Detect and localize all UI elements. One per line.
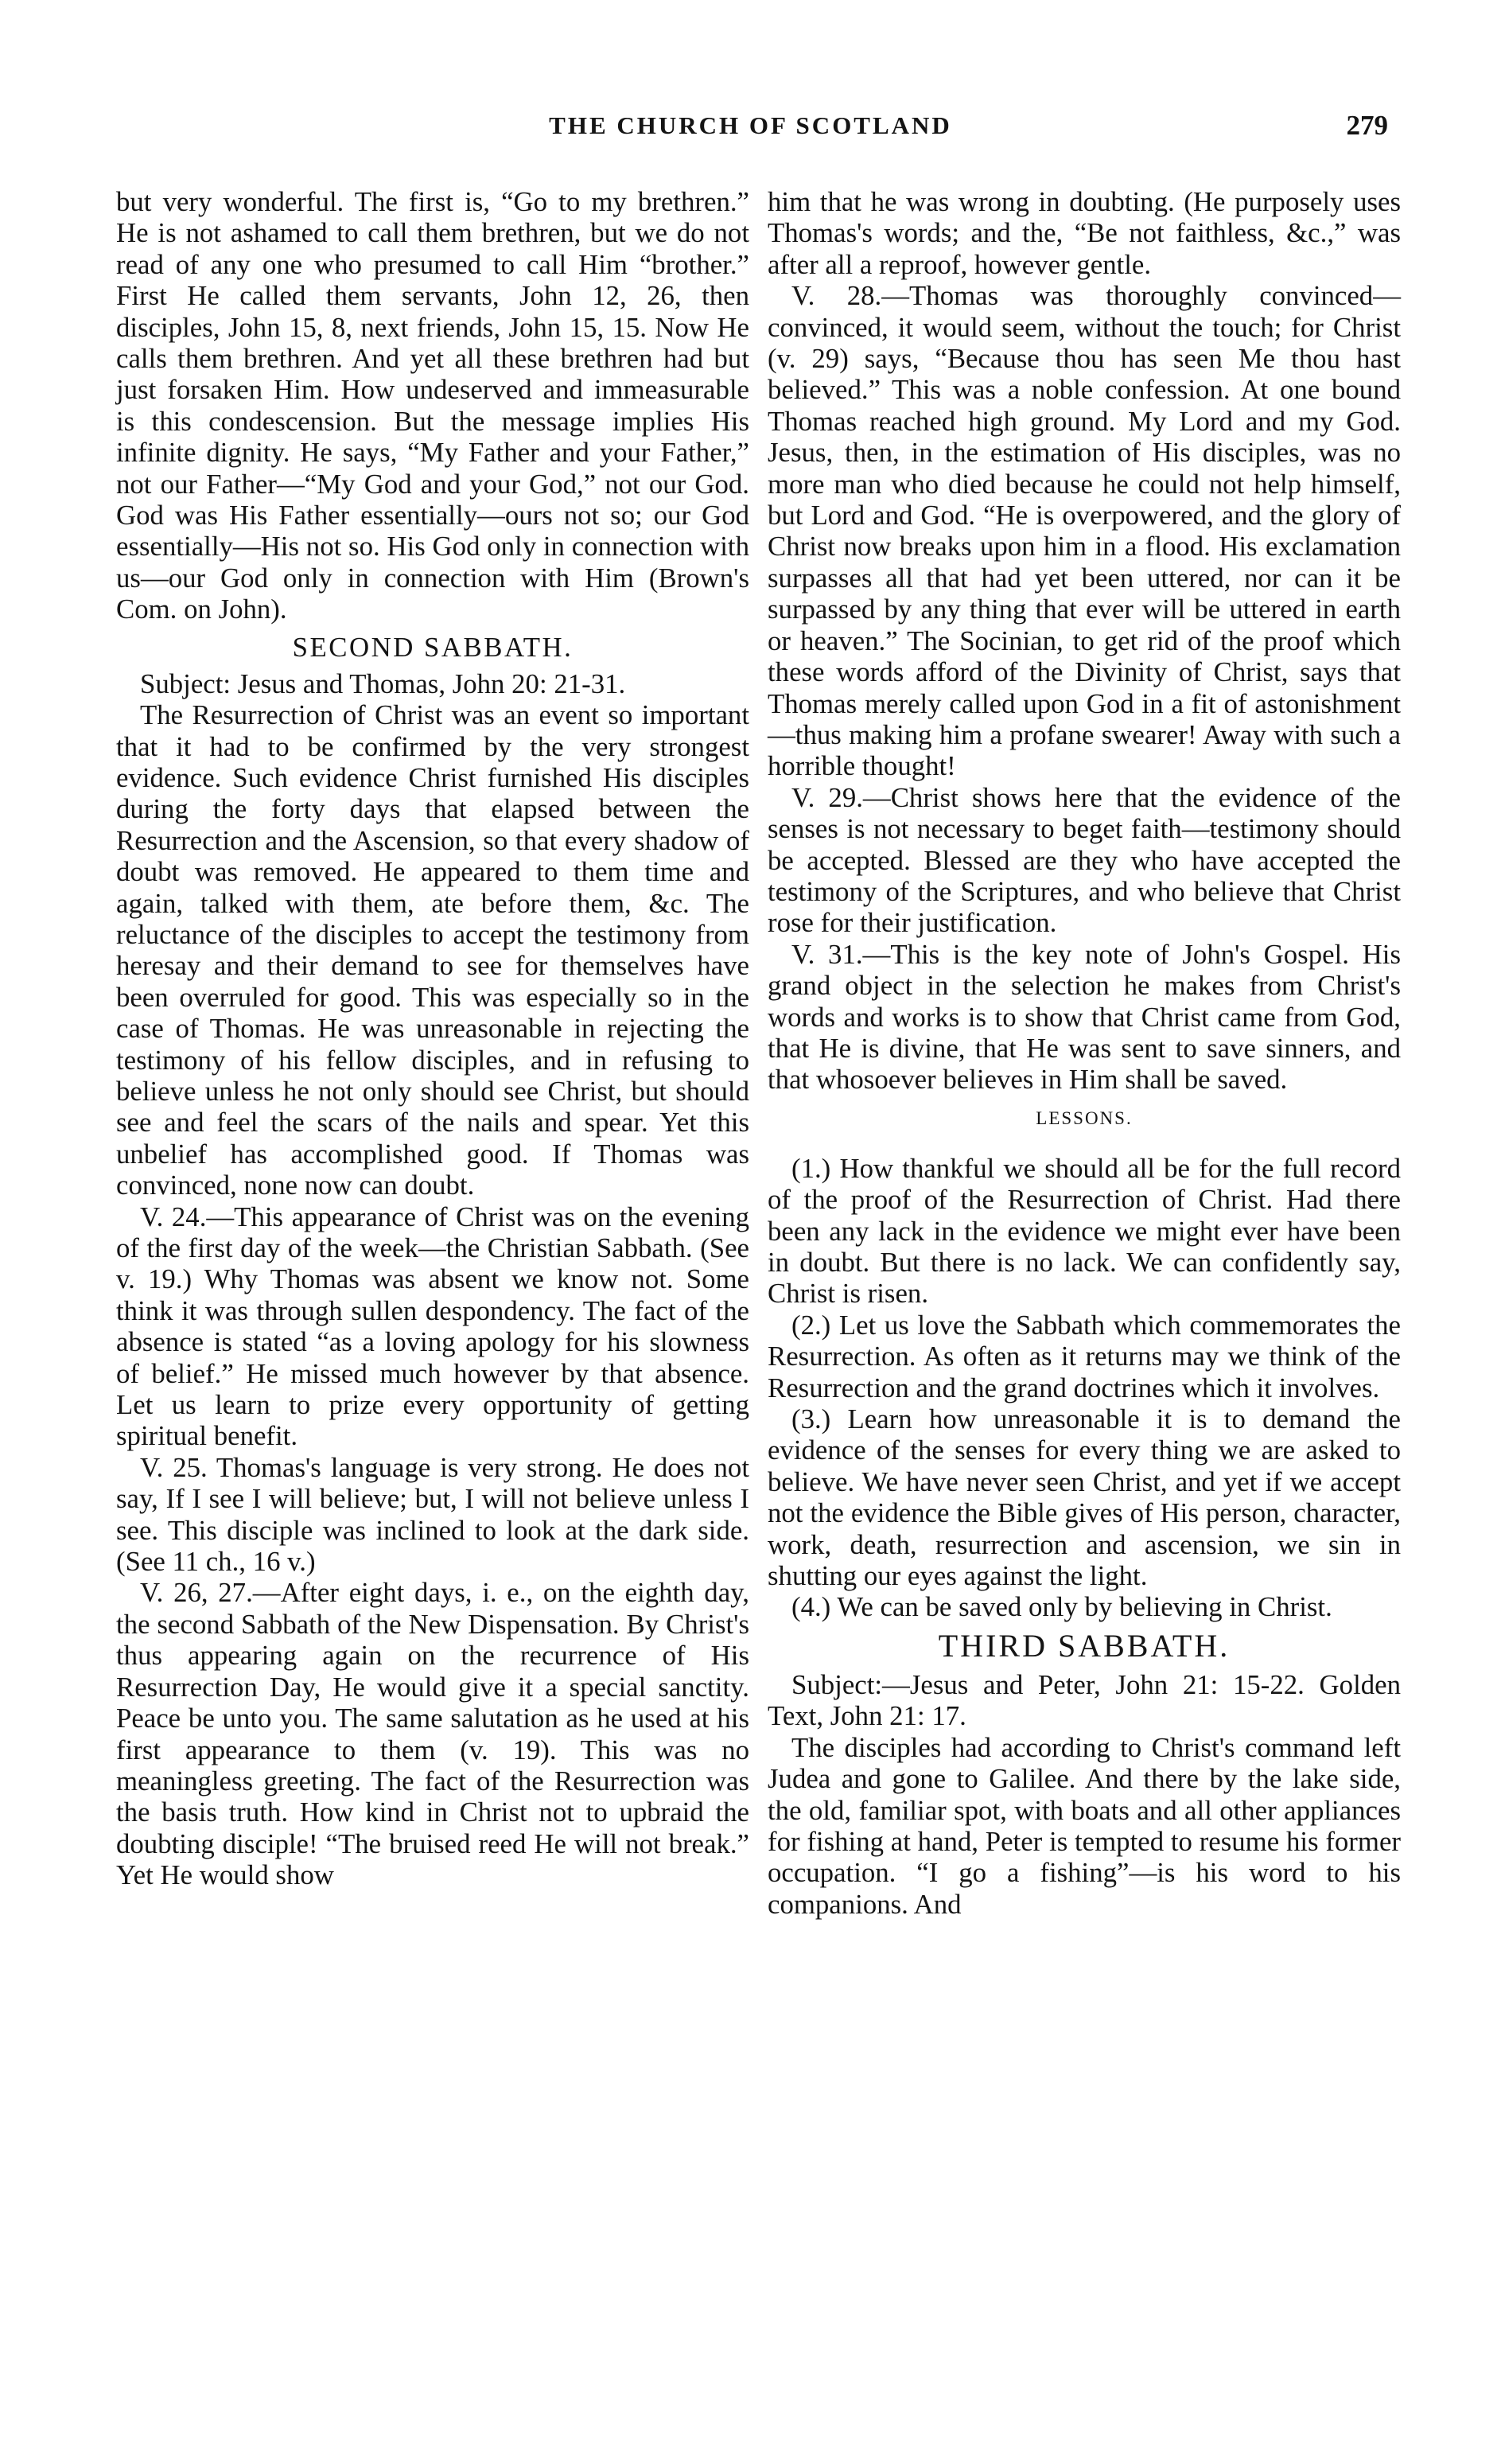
verse-28-paragraph: V. 28.—Thomas was thoroughly convinced—convinced, it would seem, without the touch; for Christ (v. 29) says, “Because thou has seen Me thou hast believed.” This was a noble confession. At one bound Thomas reached high ground. My Lord and my God. Jesus, then, in the estimation of His disciples, was no more man who died because he could not help himself, but Lord and God. “He is overpowered, and the glory of Christ now breaks upon him in a flood. His exclamation surpasses all that had yet been uttered, nor can it be surpassed by any thing that ever will be uttered in earth or heaven.” The Socinian, to get rid of the proof which these words afford of the Divinity of Christ, says that Thomas merely called upon God in a fit of astonishment—thus making him a profane swearer! Away with such a horrible thought! [768, 280, 1401, 782]
right-column [768, 186, 1401, 1920]
running-title: THE CHURCH OF SCOTLAND [549, 111, 952, 139]
verse-26-27-paragraph: V. 26, 27.—After eight days, i. e., on the eighth day, the second Sabbath of the New Dispensation. By Christ's thus appearing again on the recurrence of His Resurrection Day, He would give it a special sanctity. Peace be unto you. The same salutation as he used at his first appearance to them (v. 19). This was no meaningless greeting. The fact of the Resurrection was the basis truth. How kind in Christ not to upbraid the doubting disciple! “The bruised reed He will not break.” Yet He would show [116, 1577, 749, 1891]
third-sabbath-heading: THIRD SABBATH. [938, 1627, 1231, 1664]
left-column [116, 186, 749, 1891]
third-sabbath-subject: Subject:—Jesus and Peter, John 21: 15-22. Golden Text, John 21: 17. [768, 1668, 1401, 1732]
resurrection-paragraph: The Resurrection of Christ was an event so important that it had to be confirmed by the very strongest evidence. Such evidence Christ furnished His disciples during the forty days that elapsed between the Resurrection and the Ascension, so that every shadow of doubt was removed. He appeared to them time and again, talked with them, ate before them, &c. The reluctance of the disciples to accept the testimony from heresay and their demand to see for themselves have been overruled for good. This was especially so in the case of Thomas. He was unreasonable in rejecting the testimony of his fellow disciples, and in refusing to believe unless he not only should see Christ, but should see and feel the scars of the nails and spear. Yet this unbelief has accomplished good. If Thomas was convinced, none now can doubt. [116, 699, 749, 1201]
lesson-4: (4.) We can be saved only by believing in Christ. [791, 1591, 1332, 1623]
page-number: 279 [1346, 110, 1388, 141]
second-sabbath-subject: Subject: Jesus and Thomas, John 20: 21-31. [140, 668, 626, 699]
verse-25-paragraph: V. 25. Thomas's language is very strong. He does not say, If I see I will believe; but, I will not believe unless I see. This disciple was inclined to look at the dark side. (See 11 ch., 16 v.) [116, 1451, 749, 1578]
lesson-2: (2.) Let us love the Sabbath which commemorates the Resurrection. As often as it returns may we think of the Resurrection and the grand doctrines which it involves. [768, 1309, 1401, 1403]
lesson-1: (1.) How thankful we should all be for the full record of the proof of the Resurrection of Christ. Had there been any lack in the evidence we might ever have been in doubt. But there is no lack. We can confidently say, Christ is risen. [768, 1152, 1401, 1310]
lessons-heading: LESSONS. [1036, 1107, 1133, 1128]
page-header [0, 111, 1501, 159]
intro-paragraph: but very wonderful. The first is, “Go to my brethren.” He is not ashamed to call them brethren, but we do not read of any one who presumed to call Him “brother.” First He called them servants, John 12, 26, then disciples, John 15, 8, next friends, John 15, 15. Now He calls them brethren. And yet all these brethren had but just forsaken Him. How undeserved and immeasurable is this condescension. But the message implies His infinite dignity. He says, “My Father and your Father,” not our Father—“My God and your God,” not our God. God was His Father essentially—ours not so; our God essentially—His not so. His God only in connection with us—our God only in connection with Him (Brown's Com. on John). [116, 186, 749, 625]
continuation-paragraph: him that he was wrong in doubting. (He purposely uses Thomas's words; and the, “Be not faithless, &c.,” was after all a reproof, however gentle. [768, 186, 1401, 280]
lesson-3: (3.) Learn how unreasonable it is to demand the evidence of the senses for every thing we are asked to believe. We have never seen Christ, and yet if we accept not the evidence the Bible gives of His person, character, work, death, resurrection and ascension, we sin in shutting our eyes against the light. [768, 1403, 1401, 1592]
third-sabbath-paragraph: The disciples had according to Christ's command left Judea and gone to Galilee. And there by the lake side, the old, familiar spot, with boats and all other appliances for fishing at hand, Peter is tempted to resume his former occupation. “I go a fishing”—is his word to his companions. And [768, 1731, 1401, 1920]
verse-29-paragraph: V. 29.—Christ shows here that the evidence of the senses is not necessary to beget faith—testimony should be accepted. Blessed are they who have accepted the testimony of the Scriptures, and who believe that Christ rose for their justification. [768, 781, 1401, 939]
verse-24-paragraph: V. 24.—This appearance of Christ was on the evening of the first day of the week—the Christian Sabbath. (See v. 19.) Why Thomas was absent we know not. Some think it was through sullen despondency. The fact of the absence is stated “as a loving apology for his slowness of belief.” He missed much however by that absence. Let us learn to prize every opportunity of getting spiritual benefit. [116, 1201, 749, 1452]
verse-31-paragraph: V. 31.—This is the key note of John's Gospel. His grand object in the selection he makes from Christ's words and works is to show that Christ came from God, that He is divine, that He was sent to save sinners, and that whosoever believes in Him shall be saved. [768, 938, 1401, 1096]
second-sabbath-heading: SECOND SABBATH. [292, 631, 574, 663]
